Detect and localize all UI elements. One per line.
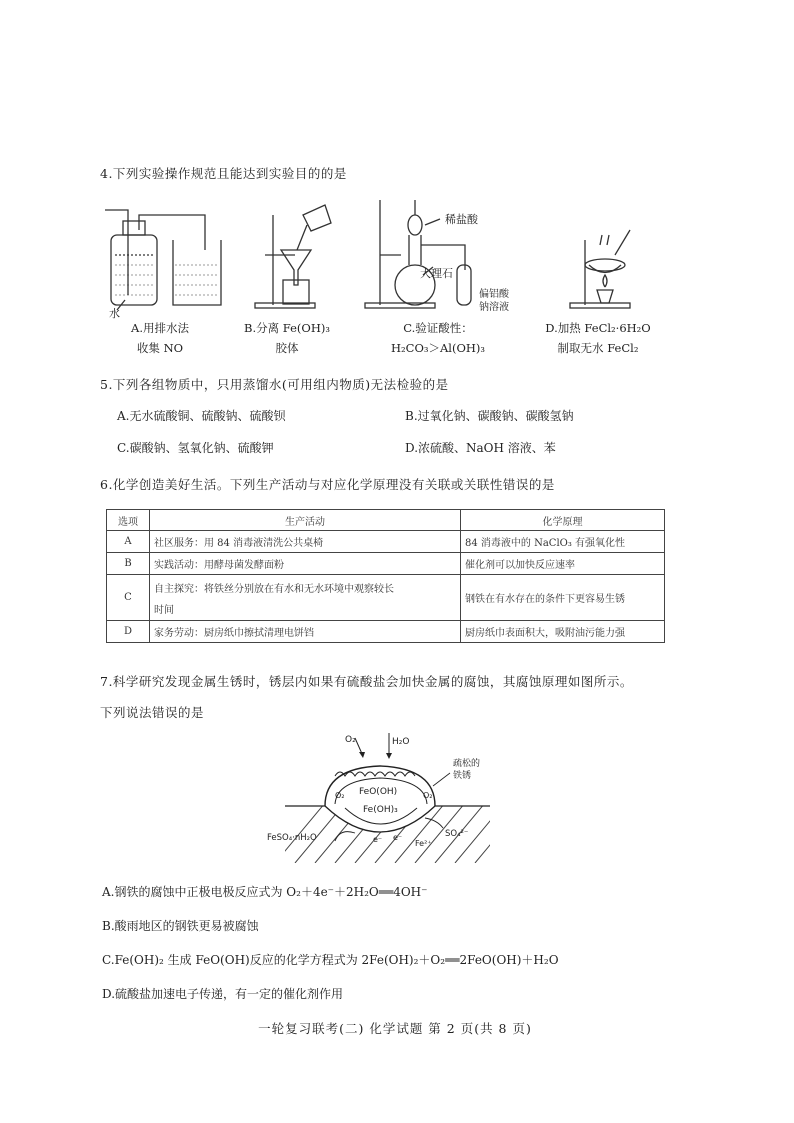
label-e1: e⁻ bbox=[373, 835, 383, 844]
option-5b: B.过氧化钠、碳酸钠、碳酸氢钠 bbox=[405, 409, 574, 423]
row-b-principle: 催化剂可以加快反应速率 bbox=[461, 553, 665, 575]
q7-corrosion-diagram bbox=[265, 728, 495, 863]
figure-a-gas-bottle bbox=[105, 210, 221, 310]
label-so4: SO₄²⁻ bbox=[445, 829, 469, 839]
option-4a-line1: A.用排水法 bbox=[131, 321, 189, 335]
label-e2: e⁻ bbox=[393, 833, 403, 842]
label-loose-rust-2: 铁锈 bbox=[453, 771, 472, 781]
q7-stem-line1: 7.科学研究发现金属生锈时，锈层内如果有硫酸盐会加快金属的腐蚀，其腐蚀原理如图所示。 bbox=[100, 674, 633, 689]
label-o2-left: O₂ bbox=[335, 791, 345, 800]
row-d-principle: 厨房纸巾表面积大，吸附油污能力强 bbox=[461, 621, 665, 643]
figure-b-filtration bbox=[255, 205, 331, 308]
option-5d: D.浓硫酸、NaOH 溶液、苯 bbox=[405, 441, 556, 455]
row-c-activity-line1: 自主探究：将铁丝分别放在有水和无水环境中观察较长 bbox=[154, 583, 394, 595]
header-principle: 化学原理 bbox=[461, 510, 665, 531]
label-o2-top: O₂ bbox=[345, 735, 356, 745]
option-4d bbox=[528, 318, 668, 358]
header-option: 选项 bbox=[107, 510, 150, 531]
page-footer: 一轮复习联考(二) 化学试题 第 2 页(共 8 页) bbox=[258, 1021, 532, 1036]
figure-a-water-label: 水 bbox=[109, 307, 120, 320]
table-row bbox=[107, 621, 665, 643]
row-d-option: D bbox=[107, 621, 150, 643]
option-5a: A.无水硫酸铜、硫酸钠、硫酸钡 bbox=[117, 409, 286, 423]
option-4b-line1: B.分离 Fe(OH)₃ bbox=[244, 321, 330, 335]
option-4a-line2: 收集 NO bbox=[136, 341, 184, 355]
row-a-option: A bbox=[107, 531, 150, 553]
q6-table-header bbox=[107, 510, 665, 531]
figure-c-naalo2-label-2: 钠溶液 bbox=[479, 302, 509, 313]
row-a-principle: 84 消毒液中的 NaClO₃ 有强氧化性 bbox=[461, 531, 665, 553]
table-row bbox=[107, 575, 665, 621]
row-b-option: B bbox=[107, 553, 150, 575]
q6-table bbox=[106, 509, 665, 643]
label-loose-rust-1: 疏松的 bbox=[453, 759, 481, 769]
option-4d-line2: 制取无水 FeCl₂ bbox=[557, 341, 639, 355]
option-4b-line2: 胶体 bbox=[275, 341, 299, 355]
figure-c-naalo2-label-1: 偏铝酸 bbox=[479, 289, 509, 300]
option-7a: A.钢铁的腐蚀中正极电极反应式为 O₂＋4e⁻＋2H₂O══4OH⁻ bbox=[102, 885, 428, 899]
option-7c: C.Fe(OH)₂ 生成 FeO(OH)反应的化学方程式为 2Fe(OH)₂＋O₂══2FeO(OH)＋H₂O bbox=[102, 953, 559, 967]
label-feooh: FeO(OH) bbox=[359, 787, 398, 797]
row-d-activity: 家务劳动：厨房纸巾擦拭清理电饼铛 bbox=[150, 621, 461, 643]
option-4c bbox=[368, 318, 508, 358]
option-4a bbox=[115, 318, 205, 358]
row-b-activity: 实践活动：用酵母菌发酵面粉 bbox=[150, 553, 461, 575]
table-row bbox=[107, 553, 665, 575]
q7-stem-line2: 下列说法错误的是 bbox=[100, 705, 205, 720]
label-h2o-top: H₂O bbox=[392, 737, 410, 747]
option-4c-line1: C.验证酸性： bbox=[403, 321, 473, 335]
label-o2-right: O₂ bbox=[423, 791, 433, 800]
label-fe2: Fe²⁺ bbox=[415, 839, 432, 848]
option-4d-line1: D.加热 FeCl₂·6H₂O bbox=[545, 321, 651, 335]
option-7b: B.酸雨地区的钢铁更易被腐蚀 bbox=[102, 919, 259, 933]
row-c-option: C bbox=[107, 575, 150, 621]
q6-stem: 6.化学创造美好生活。下列生产活动与对应化学原理没有关联或关联性错误的是 bbox=[100, 477, 555, 492]
option-4b bbox=[232, 318, 342, 358]
row-c-activity bbox=[150, 575, 461, 621]
q4-apparatus-figures bbox=[95, 195, 695, 320]
row-c-activity-line2: 时间 bbox=[154, 604, 174, 616]
option-5c: C.碳酸钠、氢氧化钠、硫酸钾 bbox=[117, 441, 274, 455]
label-feso4: FeSO₄·nH₂O bbox=[267, 833, 317, 843]
table-row bbox=[107, 531, 665, 553]
label-feoh3: Fe(OH)₃ bbox=[363, 805, 398, 815]
figure-d-evaporation bbox=[570, 230, 630, 308]
figure-c-hcl-label: 稀盐酸 bbox=[445, 213, 478, 226]
row-c-principle: 钢铁在有水存在的条件下更容易生锈 bbox=[461, 575, 665, 621]
figure-c-marble-label: 大理石 bbox=[420, 267, 453, 280]
row-a-activity: 社区服务：用 84 消毒液清洗公共桌椅 bbox=[150, 531, 461, 553]
option-7d: D.硫酸盐加速电子传递，有一定的催化剂作用 bbox=[102, 987, 344, 1001]
q4-stem: 4.下列实验操作规范且能达到实验目的的是 bbox=[100, 166, 347, 181]
option-4c-line2: H₂CO₃＞Al(OH)₃ bbox=[391, 341, 485, 355]
header-activity: 生产活动 bbox=[150, 510, 461, 531]
q5-stem: 5.下列各组物质中，只用蒸馏水(可用组内物质)无法检验的是 bbox=[100, 377, 449, 392]
